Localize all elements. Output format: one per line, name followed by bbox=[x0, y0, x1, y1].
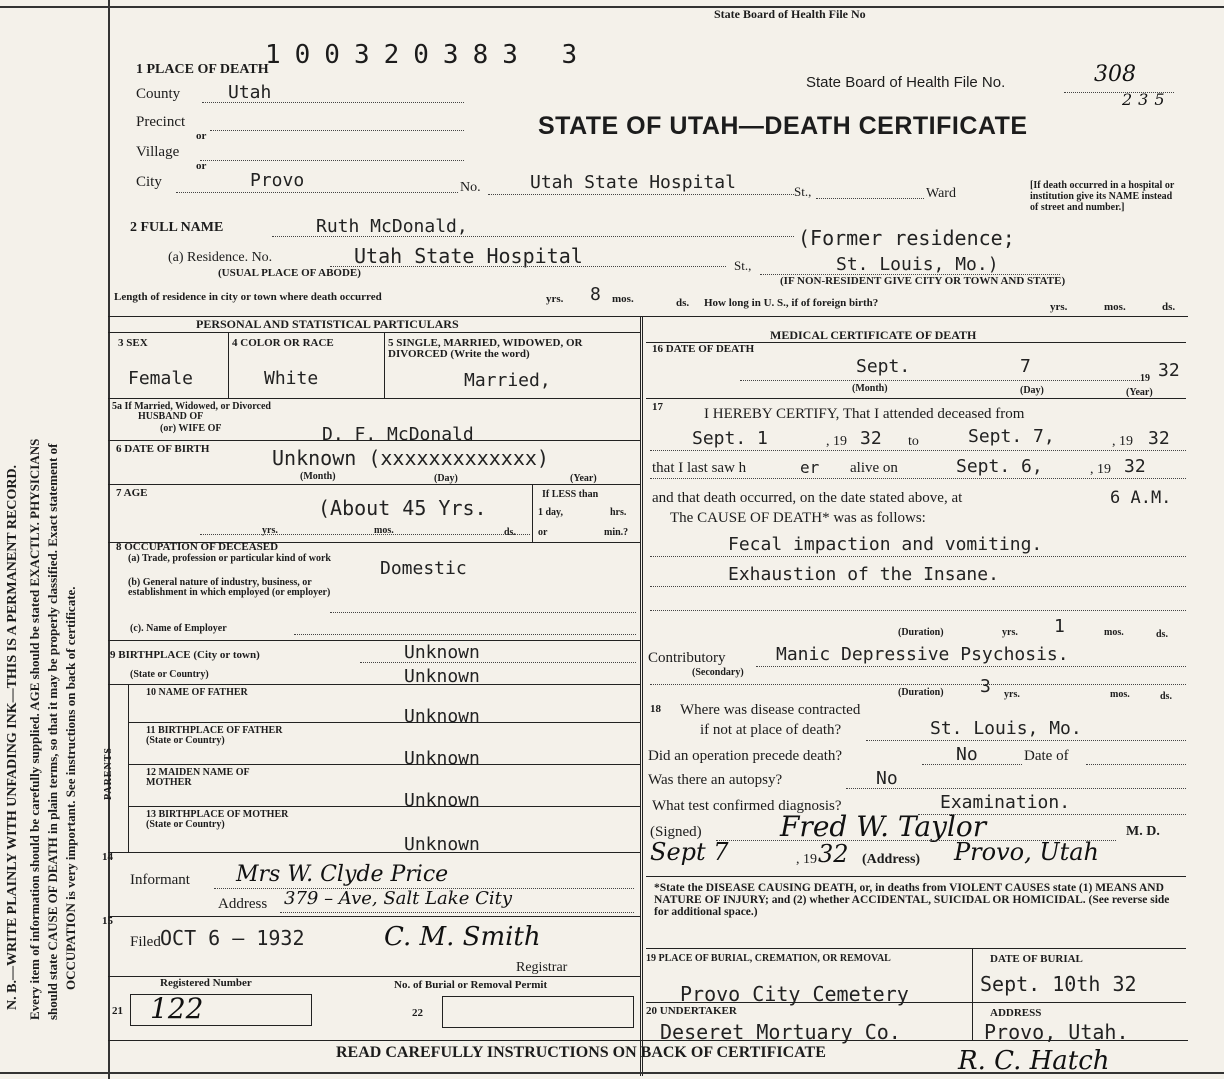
former-residence-value: St. Louis, Mo.) bbox=[836, 254, 999, 275]
if-less-label: If LESS than bbox=[542, 489, 599, 500]
cause-line-1: Fecal impaction and vomiting. bbox=[728, 534, 1043, 555]
institution-value: Utah State Hospital bbox=[530, 172, 736, 193]
former-residence-label: (Former residence; bbox=[798, 226, 1015, 250]
contracted-value: St. Louis, Mo. bbox=[930, 718, 1082, 739]
burial-permit-label: No. of Burial or Removal Permit bbox=[394, 979, 548, 991]
filed-label: Filed bbox=[130, 934, 161, 950]
marital-label: 5 SINGLE, MARRIED, WIDOWED, OR DIVORCED (Write the word) bbox=[388, 337, 583, 360]
from-year: 32 bbox=[860, 428, 882, 449]
informant-num: 14 bbox=[102, 851, 113, 863]
dob-month: (Month) bbox=[300, 471, 336, 482]
to-label: to bbox=[908, 434, 919, 449]
village-label: Village bbox=[136, 144, 180, 160]
physician-address: Provo, Utah bbox=[954, 838, 1099, 866]
operation-label: Did an operation precede death? bbox=[648, 748, 843, 764]
occupation-label: 8 OCCUPATION OF DECEASED bbox=[116, 541, 279, 553]
residence-label: (a) Residence. No. bbox=[168, 250, 273, 265]
age-yrs: yrs. bbox=[262, 525, 278, 536]
dod-month-label: (Month) bbox=[852, 383, 888, 394]
age-value: (About 45 Yrs. bbox=[318, 496, 487, 520]
how-long-label: How long in U. S., if of foreign birth? bbox=[704, 297, 879, 309]
certify-text: I HEREBY CERTIFY, That I attended deceased from bbox=[704, 406, 1025, 422]
how-long-yrs: yrs. bbox=[1050, 301, 1068, 313]
length-mos-value: 8 bbox=[590, 284, 601, 305]
length-yrs: yrs. bbox=[546, 293, 564, 305]
operation-value: No bbox=[956, 744, 978, 765]
file-no-extra: 235 bbox=[1122, 90, 1171, 109]
city-value: Provo bbox=[250, 170, 305, 191]
dod-year-label: (Year) bbox=[1126, 387, 1153, 398]
file-no: 308 bbox=[1094, 62, 1136, 87]
father-birthplace-value: Unknown bbox=[404, 748, 480, 769]
dod-day: 7 bbox=[1020, 356, 1031, 377]
one-day: 1 day, bbox=[538, 507, 564, 518]
page-title: STATE OF UTAH—DEATH CERTIFICATE bbox=[538, 112, 1028, 140]
burial-date-value: Sept. 10th 32 bbox=[980, 972, 1137, 996]
full-name-label: 2 FULL NAME bbox=[130, 220, 224, 235]
alive-on-label: alive on bbox=[850, 460, 898, 476]
num-18: 18 bbox=[650, 703, 661, 715]
sex-label: 3 SEX bbox=[118, 337, 148, 349]
cause-label: The CAUSE OF DEATH* was as follows: bbox=[670, 510, 926, 526]
time-of-death: 6 A.M. bbox=[1110, 488, 1172, 508]
reg-num-label: Registered Number bbox=[160, 977, 252, 989]
alive-date: Sept. 6, bbox=[956, 456, 1043, 477]
footer-instructions: READ CAREFULLY INSTRUCTIONS ON BACK OF CERTIFICATE bbox=[336, 1044, 826, 1061]
hrs-label: hrs. bbox=[610, 507, 627, 518]
informant-label: Informant bbox=[130, 872, 190, 888]
or-1: or bbox=[196, 130, 207, 142]
personal-heading: PERSONAL AND STATISTICAL PARTICULARS bbox=[196, 317, 459, 331]
length-residence-label: Length of residence in city or town where death occurred bbox=[114, 291, 382, 303]
burial-date-label: DATE OF BURIAL bbox=[990, 953, 1083, 965]
burial-place-label: 19 PLACE OF BURIAL, CREMATION, OR REMOVAL bbox=[646, 953, 891, 964]
marital-value: Married, bbox=[464, 370, 551, 391]
dod-19: 19 bbox=[1140, 373, 1150, 384]
no-label: No. bbox=[460, 180, 481, 195]
informant-address-label: Address bbox=[218, 896, 268, 912]
dod-year: 32 bbox=[1158, 360, 1180, 381]
how-long-mos: mos. bbox=[1104, 301, 1126, 313]
signed-label: (Signed) bbox=[650, 824, 702, 840]
undertaker-value: Deseret Mortuary Co. bbox=[660, 1020, 901, 1044]
alive-19: , 19 bbox=[1090, 462, 1111, 477]
stamp-number: 100320383 3 bbox=[265, 40, 592, 70]
spouse-value: D. F. McDonald bbox=[322, 424, 474, 445]
secondary-label: (Secondary) bbox=[692, 667, 744, 678]
or-min: or bbox=[538, 527, 548, 538]
duration-yrs: yrs. bbox=[1002, 627, 1018, 638]
num-22: 22 bbox=[412, 1007, 423, 1019]
informant-value: Mrs W. Clyde Price bbox=[236, 862, 449, 887]
age-mos: mos. bbox=[374, 525, 394, 536]
birthplace-state-label: (State or Country) bbox=[130, 669, 209, 680]
father-birthplace-label: 11 BIRTHPLACE OF FATHER (State or Country) bbox=[146, 725, 283, 746]
occupation-b-label: (b) General nature of industry, business, or establishment in which employed (or employer) bbox=[128, 577, 331, 598]
county-value: Utah bbox=[228, 82, 272, 103]
spouse-label-1: 5a If Married, Widowed, or Divorced bbox=[112, 401, 271, 412]
num-15: 15 bbox=[102, 915, 113, 927]
file-no-label: State Board of Health File No. bbox=[806, 74, 1006, 91]
undertaker-address-label: ADDRESS bbox=[990, 1007, 1042, 1019]
not-at-place-label: if not at place of death? bbox=[700, 722, 842, 738]
test-value: Examination. bbox=[940, 792, 1071, 813]
length-ds: ds. bbox=[676, 297, 690, 309]
duration2-yrs: yrs. bbox=[1004, 689, 1020, 700]
or-2: or bbox=[196, 160, 207, 172]
alive-year: 32 bbox=[1124, 456, 1146, 477]
duration2-mos: mos. bbox=[1110, 689, 1130, 700]
signed-19: , 19 bbox=[796, 852, 817, 867]
last-saw-label: that I last saw h bbox=[652, 460, 747, 476]
dob-value: Unknown (xxxxxxxxxxxxx) bbox=[272, 446, 549, 470]
md-label: M. D. bbox=[1126, 824, 1160, 839]
undertaker-label: 20 UNDERTAKER bbox=[646, 1005, 737, 1017]
mother-birthplace-value: Unknown bbox=[404, 834, 480, 855]
precinct-label: Precinct bbox=[136, 114, 186, 130]
residence-value: Utah State Hospital bbox=[354, 244, 583, 268]
burial-place-value: Provo City Cemetery bbox=[680, 982, 909, 1006]
dod-month: Sept. bbox=[856, 356, 911, 377]
duration-mos: mos. bbox=[1104, 627, 1124, 638]
min-label: min.? bbox=[604, 527, 629, 538]
spouse-label-3: (or) WIFE OF bbox=[160, 423, 222, 434]
usual-abode-label: (USUAL PLACE OF ABODE) bbox=[218, 267, 361, 279]
dob-label: 6 DATE OF BIRTH bbox=[116, 443, 210, 455]
attended-to: Sept. 7, bbox=[968, 426, 1055, 447]
autopsy-value: No bbox=[876, 768, 898, 789]
physician-signature: Fred W. Taylor bbox=[780, 810, 987, 843]
duration-mos-value: 1 bbox=[1054, 616, 1065, 637]
signed-year: 32 bbox=[818, 840, 849, 868]
medical-heading: MEDICAL CERTIFICATE OF DEATH bbox=[770, 328, 977, 342]
institution-note: [If death occurred in a hospital or institution give its NAME instead of street and number.] bbox=[1030, 180, 1175, 213]
place-of-death-heading: 1 PLACE OF DEATH bbox=[136, 62, 269, 77]
length-mos: mos. bbox=[612, 293, 634, 305]
top-strip-label: State Board of Health File No bbox=[714, 7, 866, 21]
informant-address: 379 – Ave, Salt Lake City bbox=[284, 888, 513, 909]
contributory-value: Manic Depressive Psychosis. bbox=[776, 644, 1069, 665]
filed-date: OCT 6 – 1932 bbox=[160, 926, 305, 950]
attended-from: Sept. 1 bbox=[692, 428, 768, 449]
dod-day-label: (Day) bbox=[1020, 385, 1044, 396]
to-year: 32 bbox=[1148, 428, 1170, 449]
how-long-ds: ds. bbox=[1162, 301, 1176, 313]
side-line-1: N. B.—WRITE PLAINLY WITH UNFADING INK—THIS IS A PERMANENT RECORD. bbox=[5, 464, 20, 1010]
contracted-label: Where was disease contracted bbox=[680, 702, 861, 718]
dob-year: (Year) bbox=[570, 473, 597, 484]
duration2-value: 3 bbox=[980, 676, 991, 697]
address-label: (Address) bbox=[862, 852, 921, 867]
test-label: What test confirmed diagnosis? bbox=[652, 798, 842, 814]
duration-ds: ds. bbox=[1156, 629, 1168, 640]
autopsy-label: Was there an autopsy? bbox=[648, 772, 783, 788]
mother-label: 12 MAIDEN NAME OF MOTHER bbox=[146, 767, 250, 788]
undertaker-address-value: Provo, Utah. bbox=[984, 1020, 1129, 1044]
color-label: 4 COLOR OR RACE bbox=[232, 337, 334, 349]
age-ds: ds. bbox=[504, 527, 516, 538]
birthplace-state: Unknown bbox=[404, 666, 480, 687]
color-value: White bbox=[264, 368, 319, 389]
occupation-value: Domestic bbox=[380, 558, 467, 579]
county-label: County bbox=[136, 86, 181, 102]
to-19: , 19 bbox=[1112, 434, 1133, 449]
birthplace-label: 9 BIRTHPLACE (City or town) bbox=[110, 649, 260, 661]
duration2-label: (Duration) bbox=[898, 687, 944, 698]
last-saw-her: er bbox=[800, 458, 820, 477]
reg-num-value: 122 bbox=[150, 992, 204, 1025]
death-occurred-label: and that death occurred, on the date stated above, at bbox=[652, 490, 963, 506]
employer-label: (c). Name of Employer bbox=[130, 623, 227, 634]
date-of-label: Date of bbox=[1024, 748, 1069, 764]
birthplace-city: Unknown bbox=[404, 642, 480, 663]
from-19: , 19 bbox=[826, 434, 847, 449]
date-of-death-label: 16 DATE OF DEATH bbox=[652, 343, 755, 355]
st-label: St., bbox=[794, 184, 812, 199]
full-name-value: Ruth McDonald, bbox=[316, 216, 468, 237]
footer-signature: R. C. Hatch bbox=[958, 1046, 1110, 1076]
age-label: 7 AGE bbox=[116, 487, 148, 499]
father-label: 10 NAME OF FATHER bbox=[146, 687, 248, 698]
mother-birthplace-label: 13 BIRTHPLACE OF MOTHER (State or Country) bbox=[146, 809, 289, 830]
city-label: City bbox=[136, 174, 162, 190]
cause-note: *State the DISEASE CAUSING DEATH, or, in deaths from VIOLENT CAUSES state (1) MEANS AND NATURE OF INJURY; and (2) whether ACCIDENTAL, SUICIDAL OR HOMICIDAL. (See reverse side for additional space.) bbox=[654, 882, 1170, 918]
dob-day: (Day) bbox=[434, 473, 458, 484]
cause-line-2: Exhaustion of the Insane. bbox=[728, 564, 999, 585]
side-line-2: Every item of information should be carefully supplied. AGE should be stated EXACTLY. PHYSICIANS bbox=[27, 438, 42, 1020]
num-21: 21 bbox=[112, 1005, 123, 1017]
contributory-label: Contributory bbox=[648, 650, 726, 666]
occupation-a-label: (a) Trade, profession or particular kind of work bbox=[128, 553, 331, 564]
mother-value: Unknown bbox=[404, 790, 480, 811]
father-value: Unknown bbox=[404, 706, 480, 727]
sex-value: Female bbox=[128, 368, 194, 389]
spouse-label-2: HUSBAND OF bbox=[138, 411, 204, 422]
residence-st-label: St., bbox=[734, 258, 752, 273]
registrar-label: Registrar bbox=[516, 960, 568, 975]
parents-label: PARENTS bbox=[103, 747, 114, 800]
side-instructions bbox=[0, 20, 100, 1020]
duration2-ds: ds. bbox=[1160, 691, 1172, 702]
duration-label: (Duration) bbox=[898, 627, 944, 638]
signed-date: Sept 7 bbox=[650, 838, 729, 866]
ward-label: Ward bbox=[926, 186, 956, 201]
num-17: 17 bbox=[652, 401, 663, 413]
nonresident-label: (IF NON-RESIDENT GIVE CITY OR TOWN AND STATE) bbox=[780, 275, 1066, 287]
registrar-signature: C. M. Smith bbox=[384, 922, 541, 952]
side-line-4: OCCUPATION is very important. See instructions on back of certificate. bbox=[63, 586, 78, 990]
side-line-3: should state CAUSE OF DEATH in plain terms, so that it may be properly classified. Exact statement of bbox=[45, 443, 60, 1020]
